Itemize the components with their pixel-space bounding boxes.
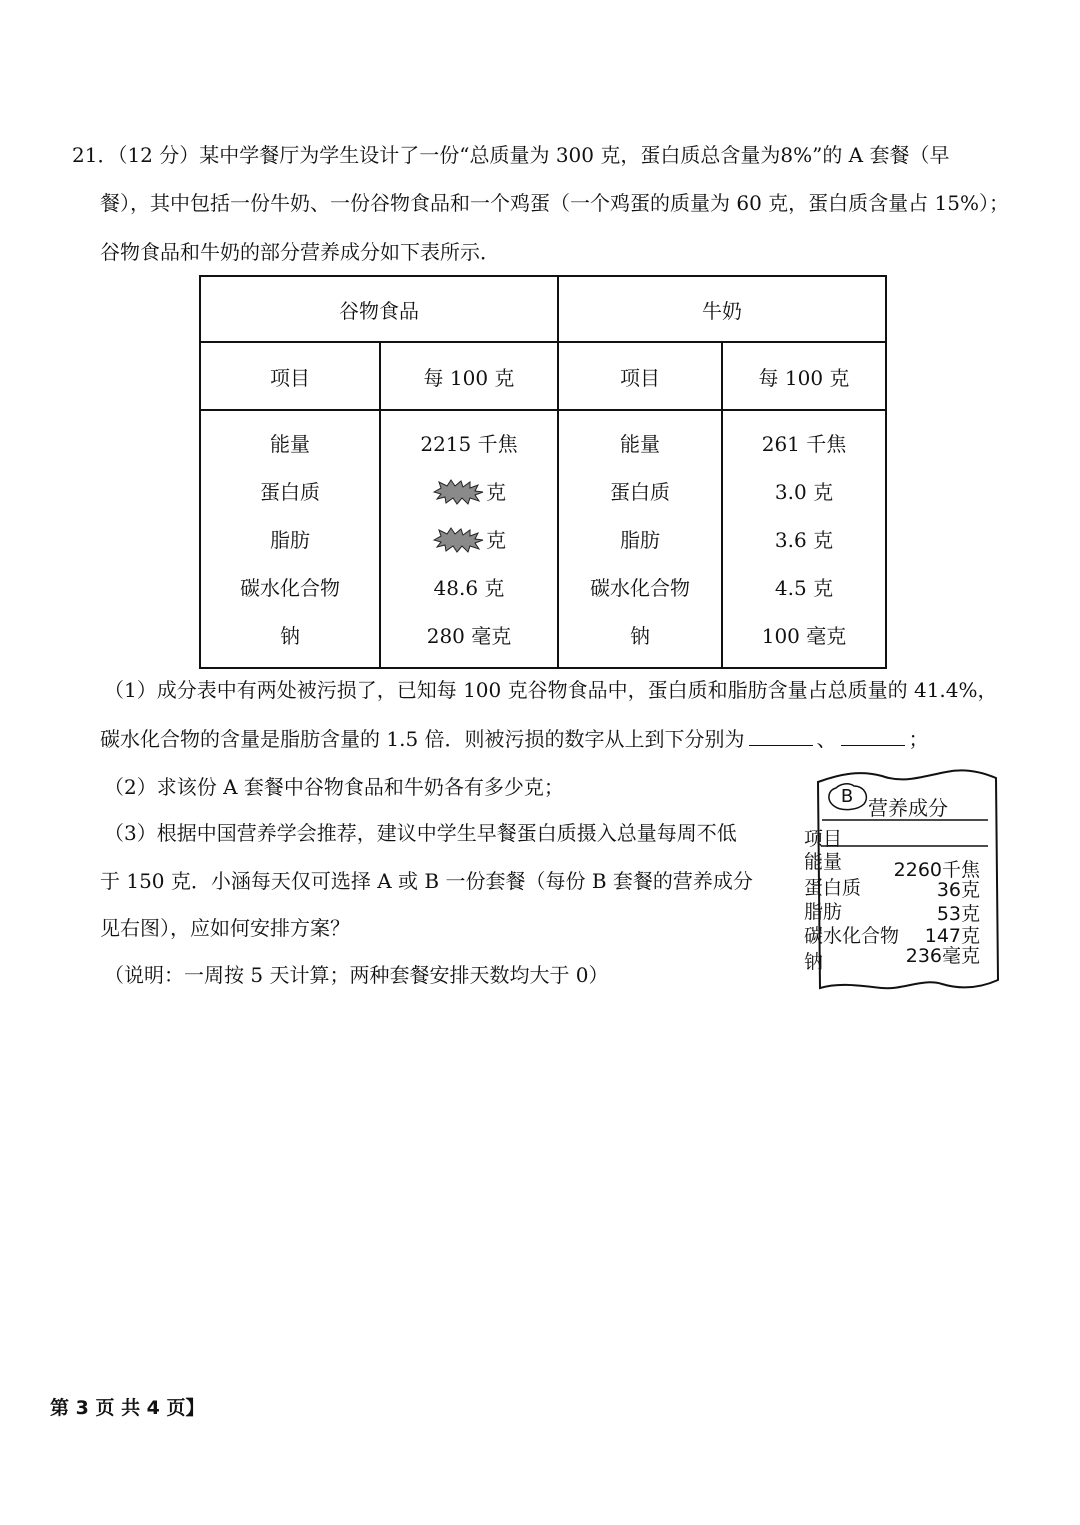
milk-per100-header: 每 100 克 (722, 342, 886, 410)
cereal-value-stained (381, 475, 557, 523)
b-value: 36克 (936, 879, 980, 901)
note-line: （说明：一周按 5 天计算；两种套餐安排天数均大于 0） (104, 963, 609, 987)
stain-blot-icon (432, 479, 484, 505)
cereal-value: 48.6 克 (433, 576, 505, 600)
b-badge: B (840, 786, 854, 807)
part3-line-3: 见右图），应如何安排方案？ (100, 916, 350, 940)
b-item: 蛋白质 (804, 877, 862, 899)
milk-value: 3.6 克 (774, 528, 834, 552)
milk-item: 碳水化合物 (590, 576, 690, 600)
cereal-value: 2215 千焦 (420, 432, 518, 456)
blank-separator: 、 (816, 727, 837, 751)
part3-line-1: （3）根据中国营养学会推荐，建议中学生早餐蛋白质摄入总量每周不低 (104, 821, 737, 845)
cereal-group-header: 谷物食品 (200, 276, 558, 342)
cereal-per100-header: 每 100 克 (380, 342, 558, 410)
part1-line-2 (100, 723, 929, 754)
page-footer: 第 3 页 共 4 页】 (50, 1397, 205, 1419)
milk-group-header: 牛奶 (558, 276, 886, 342)
b-meal-nutrition-card (804, 768, 1002, 1000)
part3-line-2: 于 150 克．小涵每天仅可选择 A 或 B 一份套餐（每份 B 套餐的营养成分 (100, 869, 753, 893)
milk-values-cell (722, 410, 886, 668)
part1-text: 碳水化合物的含量是脂肪含量的 1.5 倍．则被污损的数字从上到下分别为 (100, 727, 745, 751)
cereal-unit: 克 (486, 528, 506, 552)
cereal-values-cell (380, 410, 558, 668)
b-value: 2260千焦 (893, 859, 980, 881)
cereal-item: 钠 (280, 624, 300, 648)
part2-line: （2）求该份 A 套餐中谷物食品和牛奶各有多少克； (104, 775, 564, 799)
b-item: 钠 (804, 951, 824, 973)
b-card-header: 项目 (804, 828, 843, 850)
cereal-item: 蛋白质 (260, 480, 320, 504)
part1-line-1: （1）成分表中有两处被污损了，已知每 100 克谷物食品中，蛋白质和脂肪含量占总质量的 41.4%， (104, 678, 998, 702)
b-value: 147克 (924, 925, 980, 947)
b-value: 53克 (936, 903, 980, 925)
cereal-items-cell (200, 410, 380, 668)
cereal-value-stained (381, 523, 557, 571)
milk-item: 能量 (620, 432, 660, 456)
b-item: 能量 (804, 851, 843, 873)
cereal-item: 碳水化合物 (240, 576, 340, 600)
answer-blank-1 (749, 723, 813, 746)
cereal-item: 脂肪 (270, 528, 310, 552)
milk-item: 脂肪 (620, 528, 660, 552)
milk-item: 蛋白质 (610, 480, 670, 504)
b-item: 脂肪 (804, 901, 843, 923)
stain-blot-icon (432, 527, 484, 553)
milk-value: 100 毫克 (761, 624, 847, 648)
milk-value: 261 千焦 (761, 432, 847, 456)
nutrition-table (199, 275, 887, 669)
answer-blank-2 (841, 723, 905, 746)
cereal-item: 能量 (270, 432, 310, 456)
milk-item: 钠 (630, 624, 650, 648)
cereal-item-header: 项目 (200, 342, 380, 410)
milk-value: 4.5 克 (774, 576, 834, 600)
b-item: 碳水化合物 (804, 925, 900, 947)
milk-item-header: 项目 (558, 342, 722, 410)
b-card-title: 营养成分 (868, 796, 948, 820)
part1-end: ； (908, 727, 929, 751)
milk-items-cell (558, 410, 722, 668)
milk-value: 3.0 克 (774, 480, 834, 504)
question-line-1: 21．（12 分）某中学餐厅为学生设计了一份“总质量为 300 克，蛋白质总含量为8%”的 A 套餐（早 (72, 143, 950, 167)
cereal-unit: 克 (486, 480, 506, 504)
b-value: 236毫克 (905, 945, 980, 967)
question-line-2: 餐），其中包括一份牛奶、一份谷物食品和一个鸡蛋（一个鸡蛋的质量为 60 克，蛋白质含量占 15%）； (100, 191, 1009, 215)
cereal-value: 280 毫克 (426, 624, 512, 648)
question-line-3: 谷物食品和牛奶的部分营养成分如下表所示． (100, 240, 500, 264)
